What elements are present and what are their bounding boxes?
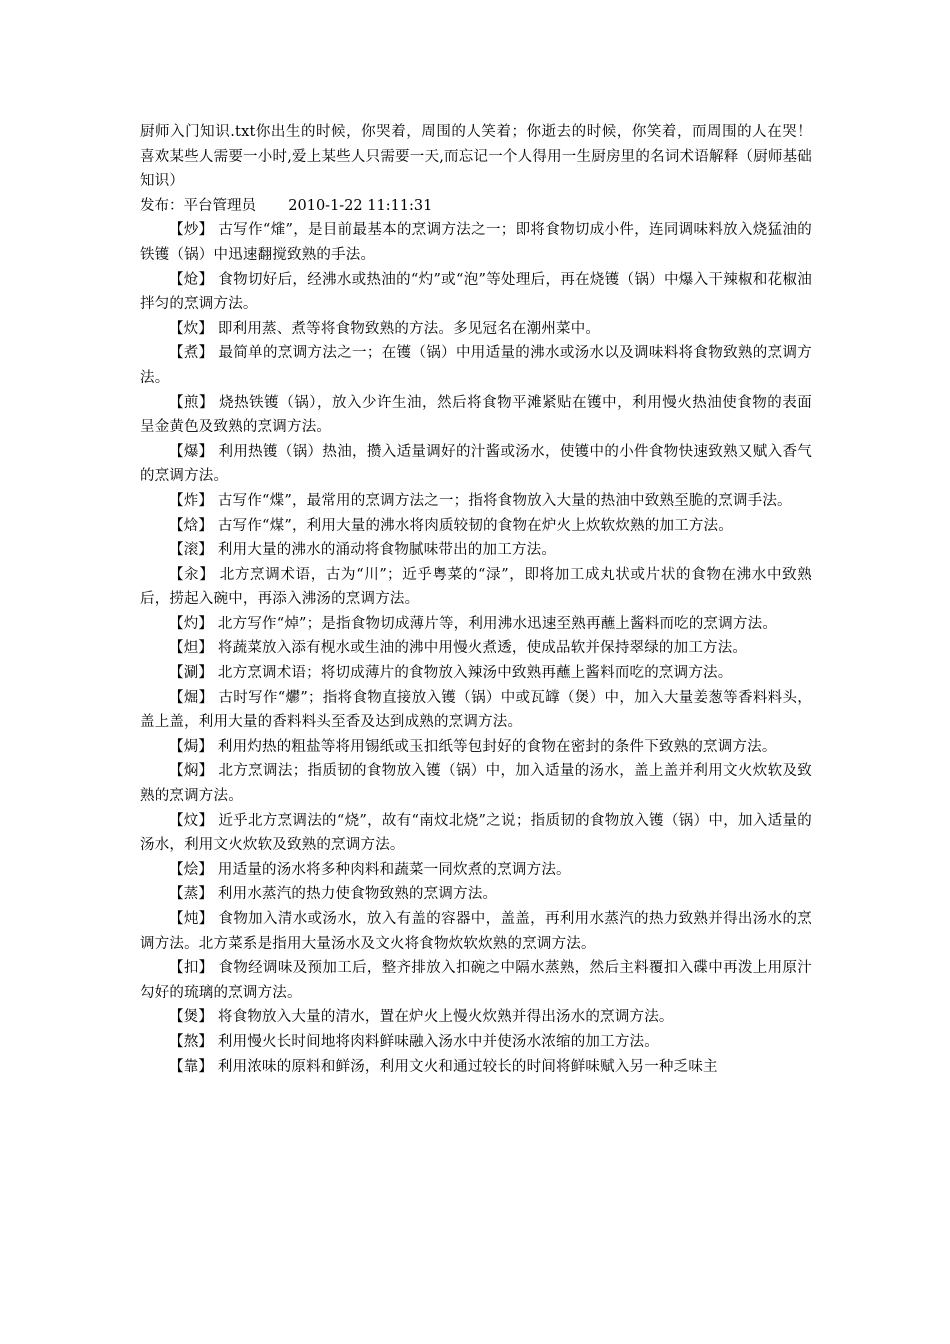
glossary-term: 【焗】: [169, 738, 214, 755]
glossary-definition: 利用水蒸汽的热力使食物致熟的烹调方法。: [217, 886, 498, 903]
document-intro: 厨师入门知识.txt你出生的时候，你哭着，周围的人笑着；你逝去的时候，你笑着，而周围的人在哭！喜欢某些人需要一小时,爱上某些人只需要一天,而忘记一个人得用一生厨房里的名词术语解释（厨师基础知识）: [140, 124, 812, 190]
glossary-term: 【炊】: [169, 320, 214, 337]
glossary-definition: 即利用蒸、煮等将食物致熟的方法。多见冠名在潮州菜中。: [217, 320, 601, 337]
glossary-entry: [140, 858, 812, 883]
glossary-definition: 利用浓味的原料和鲜汤，利用文火和通过较长的时间将鲜味赋入另一种乏味主: [217, 1058, 718, 1075]
glossary-definition: 利用热镬（锅）热油，攒入适量调好的汁酱或汤水，使镬中的小件食物快速致熟又赋入香气的烹调方法。: [140, 443, 812, 485]
glossary-entry: [140, 440, 812, 489]
glossary-definition: 利用大量的沸水的涌动将食物腻味带出的加工方法。: [217, 542, 557, 559]
glossary-definition: 将蔬菜放入添有枧水或生油的沸中用慢火煮透，使成品软并保持翠绿的加工方法。: [217, 640, 748, 657]
glossary-entry: [140, 612, 812, 637]
glossary-entry: [140, 489, 812, 514]
glossary-term: 【滚】: [169, 542, 214, 559]
glossary-term: 【炸】: [169, 492, 214, 509]
glossary-definition: 食物经调味及预加工后，整齐排放入扣碗之中隔水蒸熟，然后主料覆扣入碟中再泼上用原汁勾好的琉璃的烹调方法。: [140, 960, 812, 1001]
glossary-term: 【煀】: [169, 689, 214, 706]
glossary-entry: [140, 1005, 812, 1030]
glossary-definition: 北方烹调法；指质韧的食物放入镬（锅）中，加入适量的汤水，盖上盖并利用文火炊软及致熟的烹调方法。: [140, 763, 812, 805]
glossary-entry: [140, 661, 812, 686]
glossary-entry: [140, 341, 812, 390]
glossary-term: 【焖】: [169, 763, 214, 780]
publish-author: 平台管理员: [183, 197, 256, 214]
glossary-entry: [140, 735, 812, 760]
glossary-entry: [140, 636, 812, 661]
glossary-definition: 北方烹调术语，古为“川”；近乎粤菜的“渌”，即将加工成丸状或片状的食物在沸水中致熟后，捞起入碗中，再添入沸汤的烹调方法。: [140, 566, 812, 608]
glossary-entry: [140, 1030, 812, 1055]
glossary-term: 【熬】: [169, 1033, 214, 1050]
glossary-entry: [140, 1055, 812, 1080]
glossary-definition: 古写作“熦”，是目前最基本的烹调方法之一；即将食物切成小件，连同调味料放入烧猛油的铁镬（锅）中迅速翻搅致熟的手法。: [140, 222, 812, 263]
glossary-term: 【炝】: [169, 271, 214, 288]
glossary-definition: 古时写作“爩”；指将食物直接放入镬（锅）中或瓦罉（煲）中，加入大量姜葱等香料料头，盖上盖，利用大量的香料料头至香及达到成熟的烹调方法。: [140, 689, 813, 731]
glossary-definition: 用适量的汤水将多种肉料和蔬菜一同炊煮的烹调方法。: [217, 861, 571, 878]
glossary-entry: [140, 538, 812, 563]
publish-meta: [140, 194, 812, 219]
glossary-term: 【焓】: [169, 517, 214, 534]
glossary-entry: [140, 218, 812, 267]
glossary-term: 【涮】: [169, 665, 214, 682]
glossary-definition: 食物加入清水或汤水，放入有盖的容器中，盖盖，再利用水蒸汽的热力致熟并得出汤水的烹调方法。北方菜系是指用大量汤水及文火将食物炊软炊熟的烹调方法。: [140, 911, 812, 952]
glossary-term: 【靠】: [169, 1058, 214, 1075]
glossary-entry: [140, 514, 812, 539]
glossary-definition: 北方写作“焯”；是指食物切成薄片等，利用沸水迅速至熟再蘸上酱料而吃的烹调方法。: [217, 615, 778, 632]
glossary-definition: 古写作“煤”，利用大量的沸水将肉质较韧的食物在炉火上炊软炊熟的加工方法。: [217, 517, 733, 534]
glossary-definition: 利用灼热的粗盐等将用锡纸或玉扣纸等包封好的食物在密封的条件下致熟的烹调方法。: [217, 738, 777, 755]
glossary-entry: [140, 907, 812, 956]
glossary-term: 【扣】: [169, 960, 214, 977]
glossary-term: 【炖】: [169, 911, 214, 927]
glossary-term: 【蒸】: [169, 886, 214, 903]
glossary-entry: [140, 809, 812, 858]
glossary-entry: [140, 956, 812, 1005]
glossary-term: 【汆】: [169, 566, 215, 583]
glossary-definition: 利用慢火长时间地将肉料鲜味融入汤水中并使汤水浓缩的加工方法。: [217, 1033, 659, 1050]
glossary-entry: [140, 563, 812, 612]
glossary-term: 【炆】: [169, 812, 214, 829]
glossary-term: 【爆】: [169, 443, 214, 460]
glossary-term: 【炟】: [169, 640, 214, 657]
glossary-term: 【炒】: [169, 222, 214, 239]
glossary-definition: 将食物放入大量的清水，置在炉火上慢火炊熟并得出汤水的烹调方法。: [217, 1009, 674, 1026]
glossary-definition: 食物切好后，经沸水或热油的“灼”或“泡”等处理后，再在烧镬（锅）中爆入干辣椒和花椒油拌匀的烹调方法。: [140, 271, 812, 313]
glossary-term: 【煎】: [169, 394, 215, 411]
glossary-definition: 最简单的烹调方法之一；在镬（锅）中用适量的沸水或汤水以及调味料将食物致熟的烹调方法。: [140, 345, 812, 386]
glossary-definition: 近乎北方烹调法的“烧”，故有“南炆北烧”之说；指质韧的食物放入镬（锅）中，加入适量的汤水，利用文火炊软及致熟的烹调方法。: [140, 812, 812, 854]
glossary-definition: 烧热铁镬（锅），放入少许生油，然后将食物平滩紧贴在镬中，利用慢火热油使食物的表面呈金黄色及致熟的烹调方法。: [140, 394, 812, 436]
glossary-entry: [140, 268, 812, 317]
glossary-term: 【煮】: [169, 345, 214, 362]
publish-datetime: 2010-1-22 11:11:31: [288, 197, 433, 214]
glossary-entry: [140, 882, 812, 907]
glossary-entry: [140, 391, 812, 440]
glossary-entry: [140, 317, 812, 342]
glossary-term: 【灼】: [169, 615, 214, 632]
publish-label: 发布：: [140, 197, 184, 214]
glossary-definition: 北方烹调术语；将切成薄片的食物放入辣汤中致熟再蘸上酱料而吃的烹调方法。: [217, 665, 733, 682]
glossary-definition: 古写作“煠”，最常用的烹调方法之一；指将食物放入大量的热油中致熟至脆的烹调手法。: [217, 492, 792, 509]
glossary-entry: [140, 686, 812, 735]
glossary-entry: [140, 759, 812, 808]
glossary-term: 【烩】: [169, 861, 214, 878]
glossary-term: 【煲】: [169, 1009, 214, 1026]
glossary-list: [140, 218, 812, 1079]
